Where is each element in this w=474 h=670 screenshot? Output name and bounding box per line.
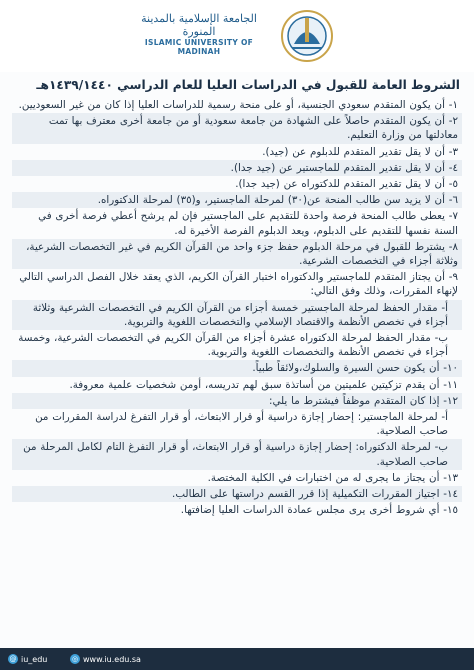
logo-english-text: ISLAMIC UNIVERSITY OF MADINAH	[144, 38, 254, 56]
rule-item: ٩- أن يجتاز المتقدم للماجستير والدكتوراه اختبار القرآن الكريم، الذي يعقد خلال الفصل الدراسي التالي لإنهاء المقررات، وذلك وفق التالي:	[19, 271, 458, 298]
rule-item: ١- أن يكون المتقدم سعودي الجنسية، أو على منحة رسمية للدراسات العليا إذا كان من غير السعوديين.	[18, 99, 458, 111]
rule-item: ٨- يشترط للقبول في مرحلة الدبلوم حفظ جزء واحد من القرآن الكريم في غير التخصصات الشرعية، وثلاثة أجزاء في التخصصات الشرعية.	[12, 239, 462, 269]
rule-item: ٥- أن لا يقل تقدير المتقدم للدكتوراه عن (جيد جدا).	[235, 178, 458, 191]
rule-subitem: ب- مقدار الحفظ لمرحلة الدكتوراه عشرة أجزاء من القرآن الكريم في التخصصات الشرعية، وخمسة أجزاء في تخصص الأنظمة والتخصصات اللغوية والتربوية.	[18, 332, 448, 359]
rule-item: ١٢- إذا كان المتقدم موظفاً فيشترط ما يلي:	[12, 393, 462, 409]
rule-item: ٤- أن لا يقل تقدير المتقدم للماجستير عن (جيد جدا).	[12, 160, 462, 176]
rule-item: ٦- أن لا يزيد سن طالب المنحة عن(٣٠) لمرحلة الماجستير، و(٣٥) لمرحلة الدكتوراه.	[12, 192, 462, 208]
website-url: www.iu.edu.sa	[83, 654, 141, 664]
rule-item: ٢- أن يكون المتقدم حاصلاً على الشهادة من جامعة سعودية أو من جامعة أخرى معترف بها تمت معادلتها من وزارة التعليم.	[12, 113, 462, 143]
social-media-icon: @	[9, 655, 17, 663]
rule-item: ٣- أن لا يقل تقدير المتقدم للدبلوم عن (جيد).	[262, 145, 458, 158]
website-link[interactable]	[70, 654, 141, 664]
rule-subitem: أ- لمرحلة الماجستير: إحضار إجازة دراسية أو قرار الابتعاث، أو قرار التفرغ لدراسة المقررات من صاحب الصلاحية.	[35, 411, 448, 438]
university-emblem-icon	[280, 6, 334, 66]
footer-bar	[0, 648, 474, 670]
rule-item: ١٣- أن يجتاز ما يجرى له من اختبارات في الكلية المختصة.	[207, 471, 458, 484]
rule-item: ١١- أن يقدم تزكيتين علميتين من أساتذة سبق لهم تدريسه، أومن شخصيات علمية معروفة.	[69, 378, 458, 391]
rule-subitem: ب- لمرحلة الدكتوراه: إحضار إجازة دراسية أو قرار الابتعاث، أو قرار التفرغ التام لكامل المرحلة من صاحب الصلاحية.	[12, 439, 462, 469]
header	[0, 0, 474, 72]
rule-item: ١٠- أن يكون حسن السيرة والسلوك،ولائقاً طبياً.	[12, 360, 462, 376]
rule-item: ١٥- أي شروط أخرى يرى مجلس عمادة الدراسات العليا إضافتها.	[180, 504, 458, 517]
globe-icon: ◎	[71, 655, 79, 663]
logo-arabic-text: الجامعة الإسلامية بالمدينة المنورة	[141, 12, 257, 38]
rule-item: ٧- يعطى طالب المنحة فرصة واحدة للتقديم على الماجستير فإن لم يرشح أعطي فرصة أخرى في السنة نفسها للتقديم على الدبلوم، ويعد الدبلوم الفرصة الأخيرة له.	[38, 210, 458, 237]
rule-item: ١٤- اجتياز المقررات التكميلية إذا قرر القسم دراستها على الطالب.	[12, 486, 462, 502]
social-link[interactable]	[8, 654, 47, 664]
rules-list	[12, 97, 462, 518]
rule-subitem: أ- مقدار الحفظ لمرحلة الماجستير خمسة أجزاء من القرآن الكريم في التخصصات الشرعية وثلاثة أجزاء في تخصص الأنظمة والاقتصاد الإسلامي والتخصصات اللغوية والتربوية.	[12, 300, 462, 330]
page-title: الشروط العامة للقبول في الدراسات العليا للعام الدراسي ١٤٣٩/١٤٤٠هـ	[36, 78, 460, 92]
social-handle: iu_edu	[21, 654, 48, 664]
